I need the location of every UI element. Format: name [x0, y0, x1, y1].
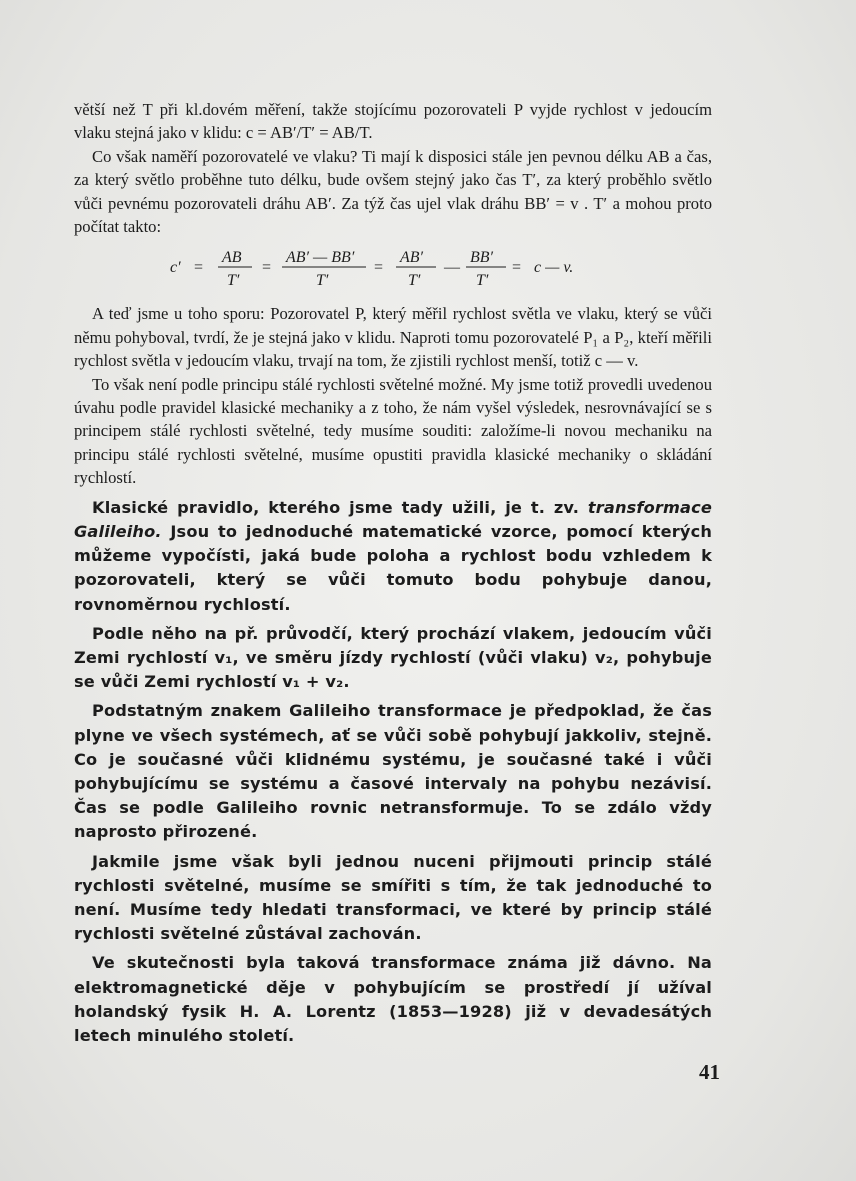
eq-minus: —	[444, 259, 460, 277]
eq-rhs: c — v.	[534, 259, 574, 277]
bold-paragraph-2: Podle něho na př. průvodčí, který prochází vlakem, jedoucím vůči Zemi rychlostí v₁, ve směru jízdy rychlostí (vůči vlaku) v₂, pohybuje se vůči Zemi rychlostí v₁ + v₂.	[74, 623, 712, 692]
eq-t2-den: T′	[316, 272, 329, 290]
bold-paragraph-4: Jakmile jsme však byli jednou nuceni přijmouti princip stálé rychlosti světelné, musíme se smířiti s tím, že tak jednoduché to není. Musíme tedy hledati transformaci, ve které by princip stálé rychlosti světelné zůstával zachován.	[74, 851, 712, 944]
equation-graphic	[74, 242, 712, 292]
eq-equals-2: =	[262, 259, 272, 277]
eq-equals-1: =	[194, 259, 204, 277]
eq-lhs: c′	[170, 259, 181, 277]
paragraph-4: To však není podle principu stálé rychlosti světelné možné. My jsme totiž provedli uvedenou úvahu podle pravidel klasické mechaniky a z toho, že nám vyšel výsledek, nesrovnávající se s principem stálé rychlosti světelné, tedy musíme souditi: založíme-li novou mechaniku na principu stálé rychlosti světelné, musíme opustiti pravidla klasické mechaniky o skládání rychlostí.	[74, 374, 712, 488]
text-column	[74, 98, 712, 1048]
bold-paragraph-3: Podstatným znakem Galileiho transformace je předpoklad, že čas plyne ve všech systémech, ať se vůči sobě pohybují jakkoliv, stejně. Co je současné vůči klidnému systému, je současné také i vůči pohybujícímu se systému a časové intervaly na pohybu nezávisí. Čas se podle Galileiho rovnic netransformuje. To se zdálo vždy naprosto přirozené.	[74, 701, 712, 842]
bold-paragraph-1	[74, 496, 712, 617]
equation	[74, 242, 712, 292]
paragraph-3: A teď jsme u toho sporu: Pozorovatel P, který měřil rychlost světla ve vlaku, který se vůči němu pohyboval, tvrdí, že je stejná jako v klidu. Naproti tomu pozorovatelé P₁ a P₂, kteří měřili rychlost světla v jedoucím vlaku, trvají na tom, že zjistili rychlost menší, totiž c — v.	[74, 304, 712, 371]
galilean-transformation-term: transformace Galileiho.	[74, 497, 712, 541]
paragraph-2: Co však naměří pozorovatelé ve vlaku? Ti mají k disposici stále jen pevnou délku AB a čas, za který světlo proběhne tuto délku, bude ovšem stejný jako čas T′, za který proběhlo světlo vůči pevnému pozorovateli dráhu AB′. Za týž čas ujel vlak dráhu BB′ = v . T′ a mohou proto počítat takto:	[74, 146, 712, 237]
eq-t1-num: AB	[222, 249, 242, 267]
bold-paragraph-1-rest: Jsou to jednoduché matematické vzorce, pomocí kterých můžeme vypočísti, jaká bude poloha a rychlost bodu vzhledem k pozorovateli, který se vůči tomuto bodu pohybuje danou, rovnoměrnou rychlostí.	[74, 521, 712, 614]
eq-t3-num: AB′	[400, 249, 424, 267]
eq-t2-num: AB′ — BB′	[286, 249, 355, 267]
eq-equals-3: =	[374, 259, 384, 277]
paragraph-1: větší než T při kl.dovém měření, takže stojícímu pozorovateli P vyjde rychlost v jedoucím vlaku stejná jako v klidu: c = AB′/T′ = AB/T.	[74, 100, 712, 143]
bold-paragraph-1-lead: Klasické pravidlo, kterého jsme tady užili, je t. zv.	[92, 497, 588, 517]
eq-t4-den: T′	[476, 272, 489, 290]
eq-t3-den: T′	[408, 272, 421, 290]
eq-t4-num: BB′	[470, 249, 494, 267]
eq-equals-4: =	[512, 259, 522, 277]
bold-paragraph-5: Ve skutečnosti byla taková transformace známa již dávno. Na elektromagnetické děje v pohybujícím se prostředí jí užíval holandský fysik H. A. Lorentz (1853—1928) již v devadesátých letech minulého století.	[74, 953, 712, 1045]
eq-t1-den: T′	[227, 272, 240, 290]
page-number: 41	[699, 1060, 720, 1084]
